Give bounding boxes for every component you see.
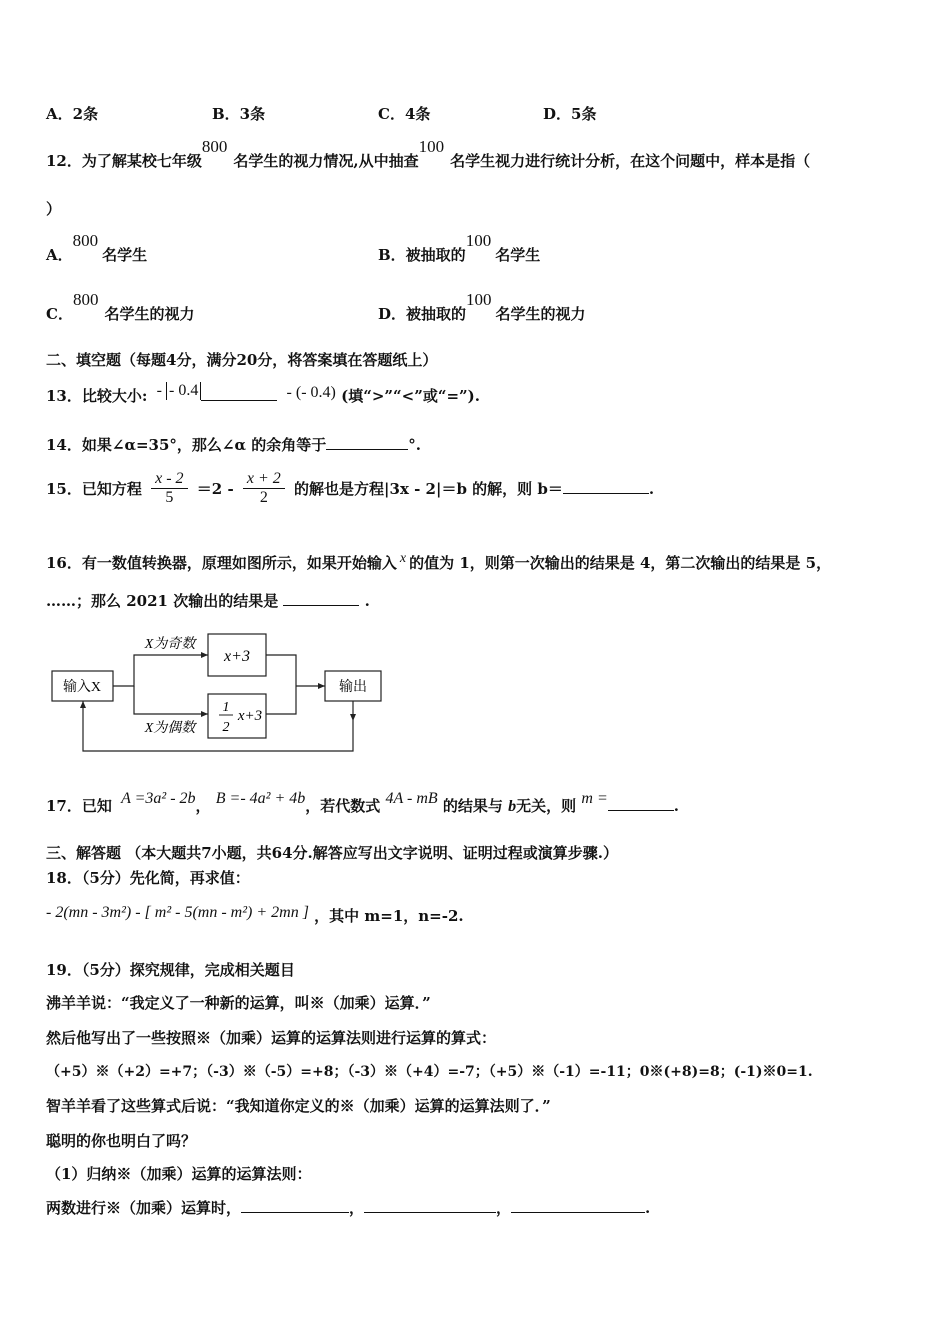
q12-stem: 12．为了解某校七年级800名学生的视力情况,从中抽查100名学生视力进行统计分析，在这个问题中，样本是指（ [46, 137, 811, 170]
q11-option-d: D．5条 [543, 105, 597, 123]
q11-option-a: A．2条 [46, 105, 99, 123]
flow-odd-expr: x+3 [224, 648, 250, 665]
q17: 17．已知 A =3a² - 2b， B =- 4a² + 4b，若代数式 4A - mB 的结果与 b无关，则 m = . [46, 790, 679, 815]
q19-line2: 然后他写出了一些按照※（加乘）运算的运算法则进行运算的算式： [46, 1029, 497, 1047]
q14: 14．如果∠α=35°，那么∠α 的余角等于 °. [46, 436, 421, 454]
flow-output-label: 输出 [339, 680, 367, 695]
q19-line4: 智羊羊看了这些算式后说：“我知道你定义的※（加乘）运算的运算法则了．” [46, 1097, 551, 1115]
q12-option-a: A．800名学生 [46, 231, 148, 264]
flow-even-num: 1 [222, 700, 230, 715]
q16-line2: ……；那么 2021 次输出的结果是 . [46, 592, 370, 610]
flow-odd-condition: X为奇数 [144, 637, 196, 652]
flow-even-den: 2 [222, 720, 230, 735]
q18-expression: - 2(mn - 3m²) - [ m² - 5(mn - m²) + 2mn ] ，其中 m=1，n=-2. [46, 904, 464, 925]
q19-line1: 沸羊羊说：“我定义了一种新的运算，叫※（加乘）运算．” [46, 994, 431, 1012]
q11-option-c: C．4条 [378, 105, 431, 123]
q11-option-b: B．3条 [212, 105, 266, 123]
flow-diagram [46, 628, 386, 758]
q19-title: 19．（5分）探究规律，完成相关题目 [46, 961, 295, 979]
q12-stem-close: ） [46, 200, 62, 218]
q19-line5: 聪明的你也明白了吗？ [46, 1132, 197, 1150]
q12-option-b: B．被抽取的100名学生 [378, 231, 541, 264]
flow-input-label: 输入X [62, 680, 102, 695]
q18-title: 18．（5分）先化简，再求值： [46, 869, 250, 887]
q19-part1: （1）归纳※（加乘）运算的运算法则： [46, 1165, 312, 1183]
q19-rule-blanks: 两数进行※（加乘）运算时， ， ， . [46, 1199, 651, 1217]
flow-even-condition: X为偶数 [144, 721, 196, 736]
q12-option-d: D．被抽取的100名学生的视力 [378, 290, 586, 323]
q16-line1: 16．有一数值转换器，原理如图所示，如果开始输入 x 的值为 1，则第一次输出的结果是 4，第二次输出的结果是 5， [46, 551, 832, 572]
q13: 13．比较大小: - - 0.4 - (- 0.4) (填“>”“<”或“=”). [46, 382, 480, 405]
section-3-heading: 三、解答题 （本大题共7小题，共64分.解答应写出文字说明、证明过程或演算步骤.） [46, 844, 618, 862]
q19-examples: （+5）※（+2）=+7；（-3）※（-5）=+8；（-3）※（+4）=-7；（+5）※（-1）=-11；0※(+8)=8；(-1)※0=1. [46, 1064, 813, 1080]
q12-option-c: C．800名学生的视力 [46, 290, 195, 323]
q15: 15．已知方程 $\frac{x - 2}{5}$ ＝2 - $\frac{x + 2}{2}$ 的解也是方程|3x - 2|＝b 的解，则 b＝ . [46, 470, 655, 506]
flow-even-expr: x+3 [237, 708, 263, 724]
section-2-heading: 二、填空题（每题4分，满分20分，将答案填在答题纸上） [46, 351, 438, 369]
